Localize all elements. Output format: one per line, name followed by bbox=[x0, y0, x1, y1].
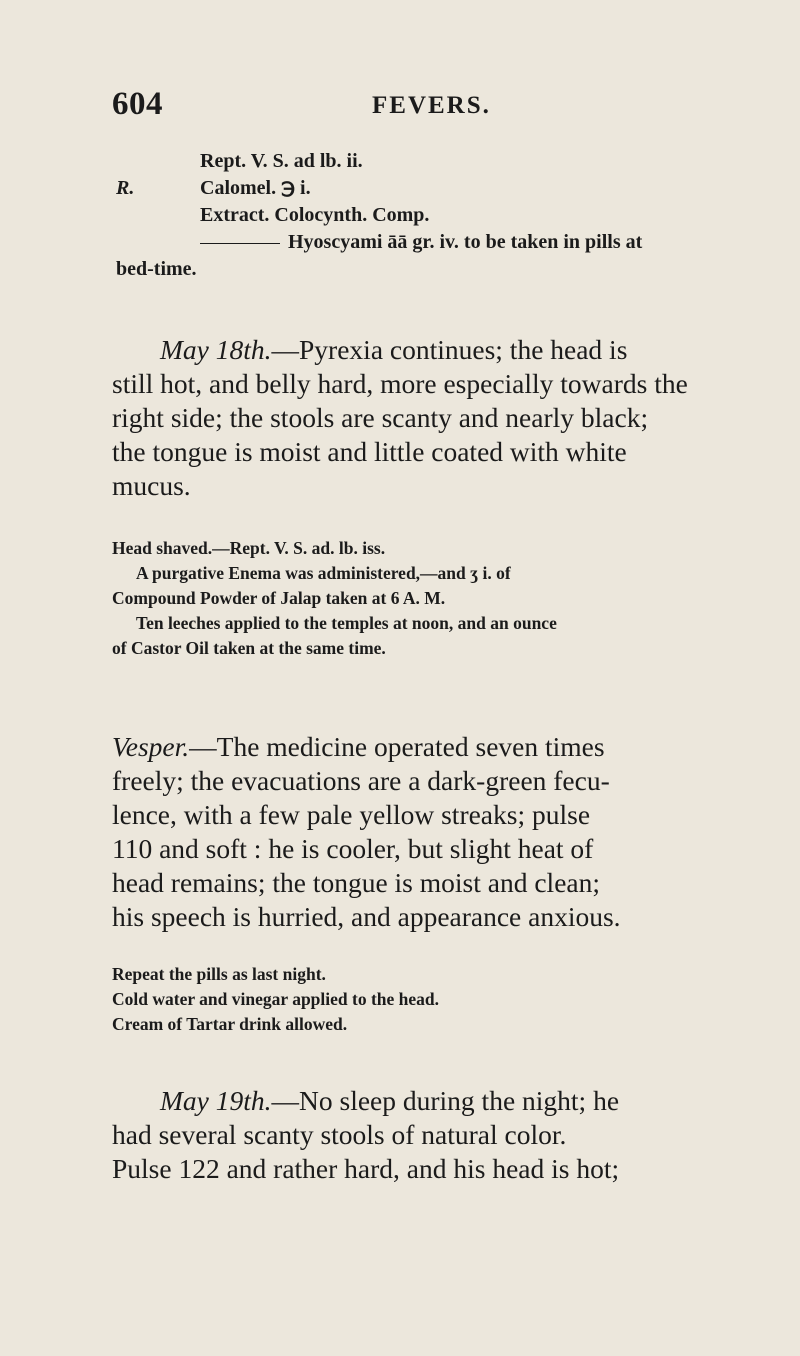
page-number: 604 bbox=[112, 86, 163, 122]
entry-date: Vesper. bbox=[112, 731, 190, 762]
entry-text: the tongue is moist and little coated with white bbox=[112, 436, 627, 467]
entry-text: —No sleep during the night; he bbox=[271, 1085, 620, 1116]
order-line: Cream of Tartar drink allowed. bbox=[112, 1014, 348, 1034]
ditto-dash bbox=[200, 243, 280, 244]
running-title: FEVERS. bbox=[372, 92, 491, 119]
recipe-symbol: R. bbox=[116, 177, 135, 199]
entry-text: Pulse 122 and rather hard, and his head is hot; bbox=[112, 1153, 620, 1184]
entry-vesper bbox=[112, 730, 752, 934]
entry-text: freely; the evacuations are a dark-green fecu- bbox=[112, 765, 610, 796]
entry-text: still hot, and belly hard, more especially towards the bbox=[112, 368, 688, 399]
entry-text: lence, with a few pale yellow streaks; pulse bbox=[112, 799, 591, 830]
order-line: Cold water and vinegar applied to the head. bbox=[112, 989, 440, 1009]
order-line: A purgative Enema was administered,—and ʒ i. of bbox=[136, 563, 511, 583]
prescription-line: Extract. Colocynth. Comp. bbox=[200, 204, 430, 226]
order-line: Compound Powder of Jalap taken at 6 A. M. bbox=[112, 588, 446, 608]
entry-text: right side; the stools are scanty and nearly black; bbox=[112, 402, 649, 433]
entry-text: head remains; the tongue is moist and clean; bbox=[112, 867, 600, 898]
prescription-line: bed-time. bbox=[116, 258, 197, 280]
order-line: Head shaved.—Rept. V. S. ad. lb. iss. bbox=[112, 538, 386, 558]
entry-text: had several scanty stools of natural color. bbox=[112, 1119, 567, 1150]
entry-date: May 19th. bbox=[160, 1085, 272, 1116]
prescription-line: Calomel. ℈ i. bbox=[200, 177, 311, 199]
prescription-line: Rept. V. S. ad lb. ii. bbox=[200, 150, 363, 172]
orders-may-18 bbox=[112, 536, 752, 661]
page-header bbox=[112, 86, 712, 126]
entry-text: —The medicine operated seven times bbox=[189, 731, 605, 762]
prescription-line: Hyoscyami āā gr. iv. to be taken in pills at bbox=[288, 231, 643, 253]
entry-text: his speech is hurried, and appearance anxious. bbox=[112, 901, 621, 932]
prescription-block bbox=[116, 148, 756, 283]
orders-vesper bbox=[112, 962, 752, 1037]
entry-date: May 18th. bbox=[160, 334, 272, 365]
entry-text: mucus. bbox=[112, 470, 191, 501]
order-line: of Castor Oil taken at the same time. bbox=[112, 638, 386, 658]
entry-text: —Pyrexia continues; the head is bbox=[271, 334, 628, 365]
entry-may-18 bbox=[112, 333, 752, 503]
entry-may-19 bbox=[112, 1084, 752, 1186]
order-line: Repeat the pills as last night. bbox=[112, 964, 326, 984]
entry-text: 110 and soft : he is cooler, but slight heat of bbox=[112, 833, 594, 864]
order-line: Ten leeches applied to the temples at noon, and an ounce bbox=[136, 613, 557, 633]
